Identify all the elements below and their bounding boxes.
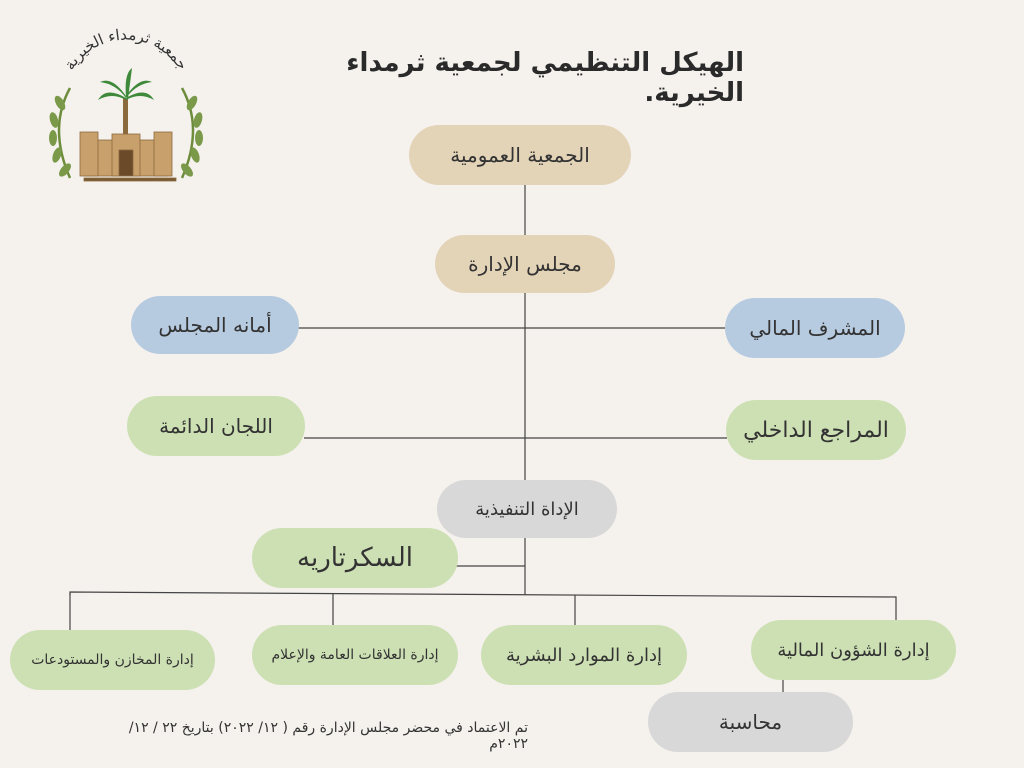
connector-departments-bar — [70, 592, 896, 622]
logo-arc-text: جمعية ثرمداء الخيرية — [60, 28, 192, 74]
node-stores-warehouses: إدارة المخازن والمستودعات — [10, 630, 215, 690]
wheat-branch-right-icon — [179, 88, 204, 179]
node-executive: الإداة التنفيذية — [437, 480, 617, 538]
wheat-branch-left-icon — [48, 88, 73, 179]
node-finance: إدارة الشؤون المالية — [751, 620, 956, 680]
node-general-assembly: الجمعية العمومية — [409, 125, 631, 185]
association-logo — [40, 28, 212, 188]
node-internal-auditor: المراجع الداخلي — [726, 400, 906, 460]
node-financial-supervisor: المشرف المالي — [725, 298, 905, 358]
node-standing-committees: اللجان الدائمة — [127, 396, 305, 456]
node-secretariat: السكرتاريه — [252, 528, 458, 588]
node-hr: إدارة الموارد البشرية — [481, 625, 687, 685]
mud-fort-icon — [80, 132, 176, 181]
node-board: مجلس الإدارة — [435, 235, 615, 293]
approval-footnote: تم الاعتماد في محضر مجلس الإدارة رقم ( ١٢/ ٢٠٢٢) بتاريخ ٢٢ / ١٢/ ٢٠٢٢م — [128, 720, 528, 752]
node-board-secretariat: أمانه المجلس — [131, 296, 299, 354]
node-accounting: محاسبة — [648, 692, 853, 752]
chart-title: الهيكل التنظيمي لجمعية ثرمداء الخيرية. — [346, 48, 744, 108]
node-pr-media: إدارة العلاقات العامة والإعلام — [252, 625, 458, 685]
